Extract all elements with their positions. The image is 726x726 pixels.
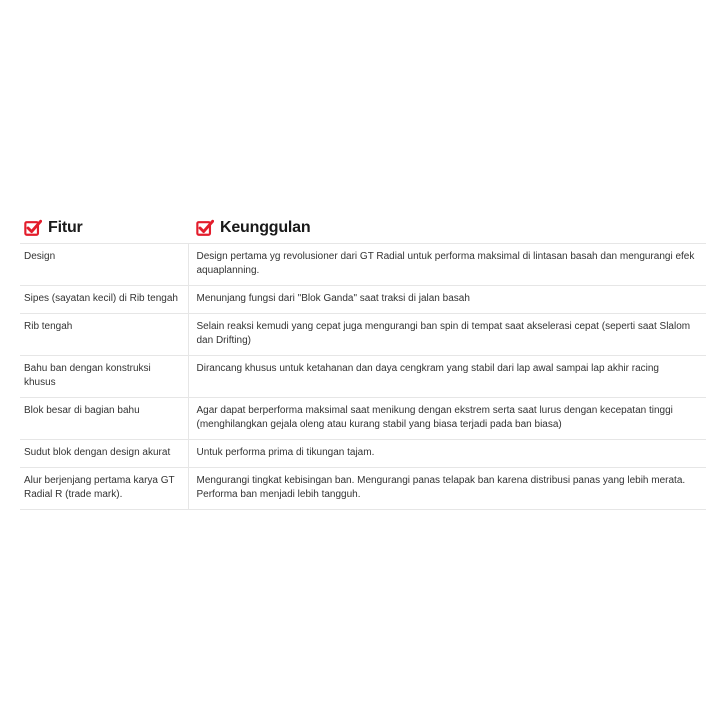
advantage-cell: Agar dapat berperforma maksimal saat menikung dengan ekstrem serta saat lurus dengan kecepatan tinggi (menghilangkan gejala oleng atau kurang stabil yang biasa terjadi pada ban biasa) [188,398,706,440]
feature-cell: Blok besar di bagian bahu [20,398,188,440]
feature-cell: Design [20,244,188,286]
feature-cell: Sipes (sayatan kecil) di Rib tengah [20,286,188,314]
table-header-row [20,213,706,244]
table-row [20,398,706,440]
advantage-cell: Mengurangi tingkat kebisingan ban. Mengurangi panas telapak ban karena distribusi panas yang lebih merata. Performa ban menjadi lebih tangguh. [188,468,706,510]
feature-cell: Alur berjenjang pertama karya GT Radial R (trade mark). [20,468,188,510]
advantage-cell: Menunjang fungsi dari "Blok Ganda" saat traksi di jalan basah [188,286,706,314]
advantage-header-label: Keunggulan [220,219,311,236]
table-row [20,356,706,398]
table-row [20,286,706,314]
advantage-column-header [188,213,706,244]
feature-cell: Sudut blok dengan design akurat [20,440,188,468]
feature-cell: Bahu ban dengan konstruksi khusus [20,356,188,398]
feature-column-header [20,213,188,244]
feature-header-label: Fitur [48,219,83,236]
feature-cell: Rib tengah [20,314,188,356]
advantage-cell: Untuk performa prima di tikungan tajam. [188,440,706,468]
advantage-cell: Design pertama yg revolusioner dari GT Radial untuk performa maksimal di lintasan basah dan mengurangi efek aquaplanning. [188,244,706,286]
features-table [20,213,706,510]
advantage-cell: Selain reaksi kemudi yang cepat juga mengurangi ban spin di tempat saat akselerasi cepat (seperti saat Slalom dan Drifting) [188,314,706,356]
features-table-container [20,213,706,510]
table-row [20,440,706,468]
advantage-cell: Dirancang khusus untuk ketahanan dan daya cengkram yang stabil dari lap awal sampai lap akhir racing [188,356,706,398]
checkbox-checked-icon [24,219,42,237]
table-row [20,468,706,510]
table-row [20,314,706,356]
checkbox-checked-icon [196,219,214,237]
table-row [20,244,706,286]
